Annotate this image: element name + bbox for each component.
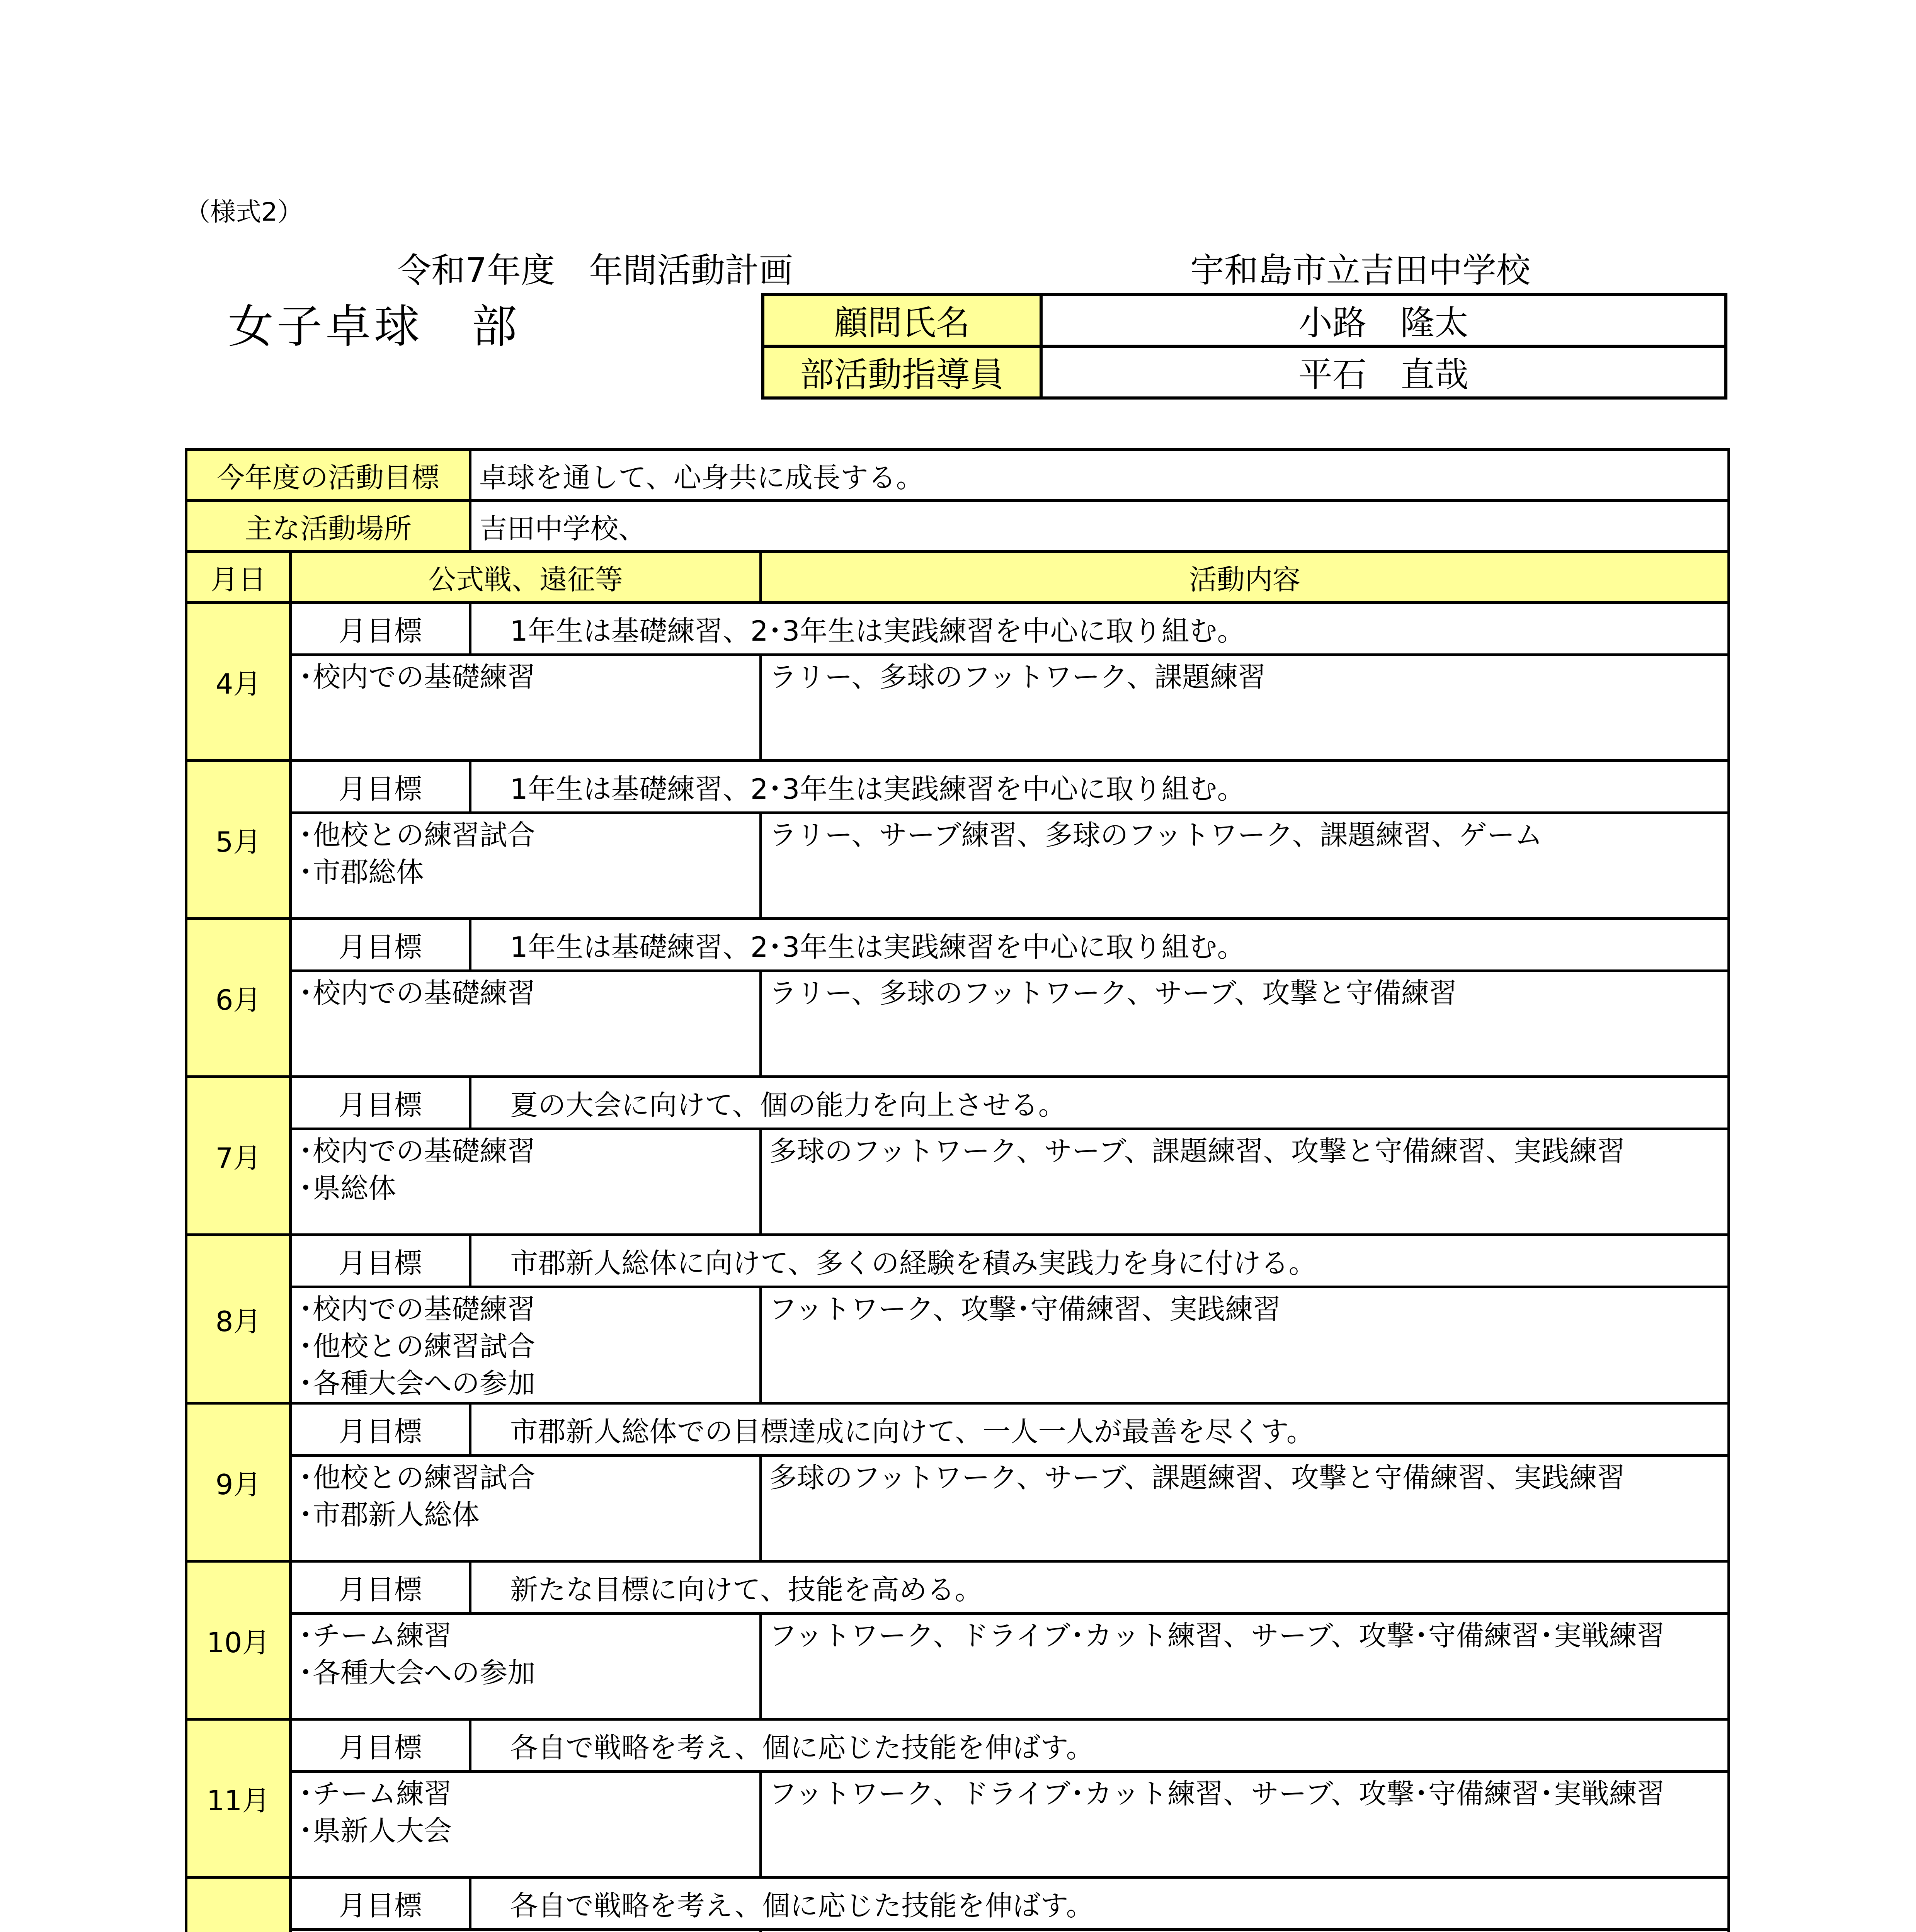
header-month: 月日 — [186, 552, 291, 603]
place-label: 主な活動場所 — [186, 501, 470, 552]
place-row — [186, 501, 1729, 552]
monthly-goal-label: 月目標 — [291, 1719, 470, 1772]
month-goal-row — [186, 1878, 1729, 1930]
month-events: ･チーム練習 ･各種大会への参加 — [291, 1614, 761, 1719]
month-goal-row — [186, 761, 1729, 813]
month-events: ･校内での基礎練習 — [291, 971, 761, 1077]
monthly-goal-text: 各自で戦略を考え、個に応じた技能を伸ばす。 — [470, 1719, 1729, 1772]
month-detail-row — [186, 1772, 1729, 1878]
monthly-goal-text: 市郡新人総体での目標達成に向けて、一人一人が最善を尽くす。 — [470, 1403, 1729, 1456]
column-header-row — [186, 552, 1729, 603]
month-detail-row — [186, 1930, 1729, 1932]
month-detail-row — [186, 1287, 1729, 1403]
monthly-goal-label: 月目標 — [291, 1878, 470, 1930]
goal-label: 今年度の活動目標 — [186, 450, 470, 501]
month-content — [761, 1930, 1729, 1932]
page-title: 令和7年度 年間活動計画 — [397, 250, 793, 290]
monthly-goal-label: 月目標 — [291, 761, 470, 813]
header-events: 公式戦、遠征等 — [291, 552, 761, 603]
monthly-goal-label: 月目標 — [291, 603, 470, 655]
month-content: フットワーク、攻撃･守備練習、実践練習 — [761, 1287, 1729, 1403]
month-content: 多球のフットワーク、サーブ、課題練習、攻撃と守備練習、実践練習 — [761, 1456, 1729, 1561]
month-events: ･校内での基礎練習 ･他校との練習試合 ･各種大会への参加 — [291, 1287, 761, 1403]
month-events: ･他校との練習試合 ･市郡総体 — [291, 813, 761, 919]
monthly-goal-label: 月目標 — [291, 1077, 470, 1129]
month-goal-row — [186, 603, 1729, 655]
school-name: 宇和島市立吉田中学校 — [1190, 250, 1531, 290]
month-label: 10月 — [186, 1561, 291, 1719]
month-label — [186, 1878, 291, 1932]
club-name: 女子卓球 部 — [228, 300, 521, 353]
monthly-goal-text: 1年生は基礎練習、2･3年生は実践練習を中心に取り組む。 — [470, 761, 1729, 813]
month-label: 7月 — [186, 1077, 291, 1235]
goal-value: 卓球を通して、心身共に成長する。 — [470, 450, 1729, 501]
month-content: ラリー、多球のフットワーク、サーブ、攻撃と守備練習 — [761, 971, 1729, 1077]
month-detail-row — [186, 1129, 1729, 1235]
month-content: ラリー、多球のフットワーク、課題練習 — [761, 655, 1729, 761]
month-content: 多球のフットワーク、サーブ、課題練習、攻撃と守備練習、実践練習 — [761, 1129, 1729, 1235]
month-label: 9月 — [186, 1403, 291, 1561]
monthly-goal-label: 月目標 — [291, 1235, 470, 1287]
advisor-name: 小路 隆太 — [1041, 294, 1726, 346]
month-content: ラリー、サーブ練習、多球のフットワーク、課題練習、ゲーム — [761, 813, 1729, 919]
monthly-goal-text: 市郡新人総体に向けて、多くの経験を積み実践力を身に付ける。 — [470, 1235, 1729, 1287]
month-goal-row — [186, 919, 1729, 971]
month-goal-row — [186, 1235, 1729, 1287]
month-detail-row — [186, 971, 1729, 1077]
month-label: 8月 — [186, 1235, 291, 1403]
activity-plan-table — [185, 448, 1730, 1932]
form-label: （様式2） — [185, 197, 303, 227]
monthly-goal-label: 月目標 — [291, 1561, 470, 1614]
month-label: 4月 — [186, 603, 291, 761]
coach-label: 部活動指導員 — [763, 346, 1041, 398]
advisor-table — [761, 293, 1727, 400]
month-goal-row — [186, 1403, 1729, 1456]
month-events: ･チーム練習 ･県新人大会 — [291, 1772, 761, 1878]
monthly-goal-text: 新たな目標に向けて、技能を高める。 — [470, 1561, 1729, 1614]
month-events: ･校内での基礎練習 ･県総体 — [291, 1129, 761, 1235]
place-value: 吉田中学校、 — [470, 501, 1729, 552]
goal-row — [186, 450, 1729, 501]
monthly-goal-text: 1年生は基礎練習、2･3年生は実践練習を中心に取り組む。 — [470, 919, 1729, 971]
monthly-goal-text: 夏の大会に向けて、個の能力を向上させる。 — [470, 1077, 1729, 1129]
coach-name: 平石 直哉 — [1041, 346, 1726, 398]
month-label: 6月 — [186, 919, 291, 1077]
month-detail-row — [186, 813, 1729, 919]
month-detail-row — [186, 1456, 1729, 1561]
month-label: 5月 — [186, 761, 291, 919]
month-label: 11月 — [186, 1719, 291, 1878]
monthly-goal-text: 各自で戦略を考え、個に応じた技能を伸ばす。 — [470, 1878, 1729, 1930]
month-goal-row — [186, 1077, 1729, 1129]
month-content: フットワーク、ドライブ･カット練習、サーブ、攻撃･守備練習･実戦練習 — [761, 1614, 1729, 1719]
month-goal-row — [186, 1561, 1729, 1614]
monthly-goal-text: 1年生は基礎練習、2･3年生は実践練習を中心に取り組む。 — [470, 603, 1729, 655]
month-goal-row — [186, 1719, 1729, 1772]
monthly-goal-label: 月目標 — [291, 1403, 470, 1456]
header-content: 活動内容 — [761, 552, 1729, 603]
month-detail-row — [186, 655, 1729, 761]
month-events: ･他校との練習試合 ･市郡新人総体 — [291, 1456, 761, 1561]
monthly-goal-label: 月目標 — [291, 919, 470, 971]
month-events: ･校内での基礎練習 — [291, 655, 761, 761]
month-content: フットワーク、ドライブ･カット練習、サーブ、攻撃･守備練習･実戦練習 — [761, 1772, 1729, 1878]
month-detail-row — [186, 1614, 1729, 1719]
month-events — [291, 1930, 761, 1932]
advisor-label: 顧問氏名 — [763, 294, 1041, 346]
